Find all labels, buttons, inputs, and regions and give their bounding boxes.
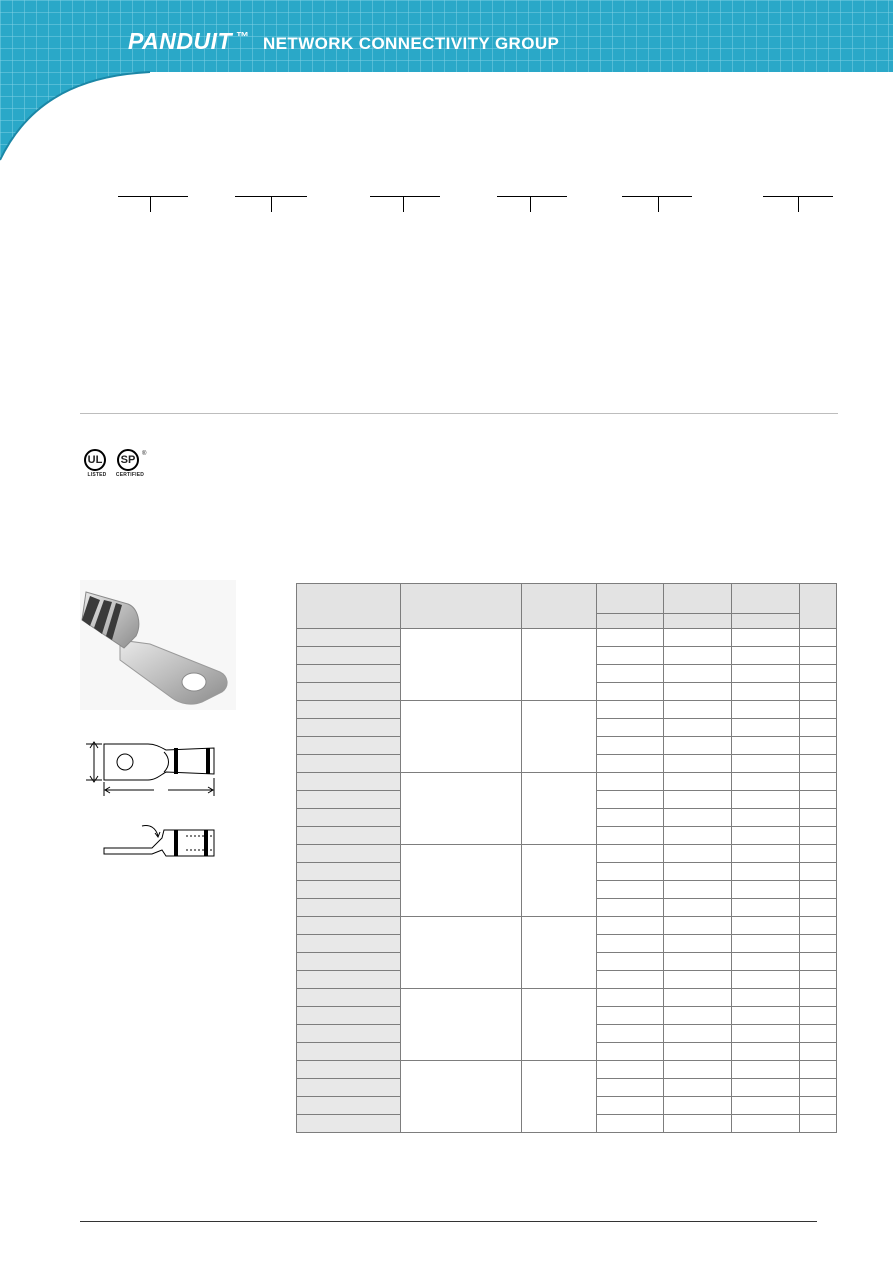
callout-bracket bbox=[235, 196, 307, 212]
table-cell bbox=[297, 665, 401, 683]
table-cell bbox=[732, 827, 800, 845]
table-cell bbox=[664, 1079, 732, 1097]
table-cell bbox=[732, 971, 800, 989]
table-cell bbox=[732, 1007, 800, 1025]
header-cell bbox=[597, 584, 664, 614]
table-cell bbox=[597, 1007, 664, 1025]
table-cell bbox=[664, 881, 732, 899]
table-cell bbox=[732, 881, 800, 899]
table-cell bbox=[800, 917, 837, 935]
trademark-symbol: ™ bbox=[236, 29, 250, 44]
table-cell bbox=[597, 989, 664, 1007]
table-cell bbox=[597, 899, 664, 917]
group-name: NETWORK CONNECTIVITY GROUP bbox=[263, 34, 560, 53]
table-cell bbox=[597, 1097, 664, 1115]
table-cell bbox=[597, 1061, 664, 1079]
table-cell bbox=[597, 971, 664, 989]
table-cell bbox=[297, 719, 401, 737]
table-cell bbox=[800, 755, 837, 773]
table-cell bbox=[522, 989, 597, 1061]
table-cell bbox=[664, 1007, 732, 1025]
table-cell bbox=[800, 773, 837, 791]
table-cell bbox=[800, 881, 837, 899]
table-cell bbox=[522, 917, 597, 989]
table-cell bbox=[664, 665, 732, 683]
table-cell bbox=[664, 899, 732, 917]
table-cell bbox=[597, 917, 664, 935]
header-cell bbox=[664, 584, 732, 614]
table-cell bbox=[732, 917, 800, 935]
header-cell bbox=[732, 584, 800, 614]
table-cell bbox=[597, 881, 664, 899]
table-cell bbox=[664, 845, 732, 863]
table-cell bbox=[800, 737, 837, 755]
table-cell bbox=[732, 647, 800, 665]
table-cell bbox=[297, 827, 401, 845]
table-cell bbox=[522, 1061, 597, 1133]
table-cell bbox=[297, 629, 401, 647]
table-cell bbox=[800, 971, 837, 989]
table-cell bbox=[732, 1025, 800, 1043]
table-cell bbox=[664, 719, 732, 737]
spec-table bbox=[296, 583, 837, 1133]
table-cell bbox=[732, 791, 800, 809]
table-cell bbox=[597, 845, 664, 863]
table-cell bbox=[597, 665, 664, 683]
table-cell bbox=[297, 1043, 401, 1061]
table-cell bbox=[401, 1061, 522, 1133]
header-cell bbox=[597, 614, 664, 629]
table-cell bbox=[522, 629, 597, 701]
table-cell bbox=[297, 737, 401, 755]
table-cell bbox=[800, 953, 837, 971]
table-cell bbox=[664, 917, 732, 935]
table-cell bbox=[732, 989, 800, 1007]
csa-certified-icon: SP CERTIFIED ® bbox=[115, 451, 147, 478]
table-cell bbox=[732, 935, 800, 953]
table-cell bbox=[800, 899, 837, 917]
brand-lockup bbox=[128, 28, 559, 58]
callout-bracket bbox=[118, 196, 188, 212]
table-cell bbox=[297, 1115, 401, 1133]
table-cell bbox=[597, 863, 664, 881]
table-row bbox=[297, 845, 837, 863]
table-cell bbox=[664, 1025, 732, 1043]
table-cell bbox=[664, 953, 732, 971]
table-row bbox=[297, 917, 837, 935]
table-cell bbox=[732, 755, 800, 773]
table-cell bbox=[732, 683, 800, 701]
table-cell bbox=[297, 683, 401, 701]
table-cell bbox=[800, 1079, 837, 1097]
callout-bracket bbox=[763, 196, 833, 212]
callout-bracket bbox=[497, 196, 567, 212]
table-cell bbox=[732, 1115, 800, 1133]
table-cell bbox=[297, 755, 401, 773]
table-cell bbox=[401, 701, 522, 773]
table-cell bbox=[664, 737, 732, 755]
table-row bbox=[297, 989, 837, 1007]
table-cell bbox=[800, 647, 837, 665]
table-cell bbox=[732, 629, 800, 647]
table-cell bbox=[664, 827, 732, 845]
table-cell bbox=[664, 701, 732, 719]
table-cell bbox=[297, 971, 401, 989]
table-header-row bbox=[297, 584, 837, 614]
table-cell bbox=[800, 791, 837, 809]
table-cell bbox=[664, 683, 732, 701]
table-cell bbox=[297, 773, 401, 791]
header-cell bbox=[664, 614, 732, 629]
table-cell bbox=[732, 845, 800, 863]
table-cell bbox=[732, 1079, 800, 1097]
table-cell bbox=[664, 809, 732, 827]
table-cell bbox=[800, 1043, 837, 1061]
table-cell bbox=[597, 683, 664, 701]
table-cell bbox=[664, 1115, 732, 1133]
table-cell bbox=[597, 935, 664, 953]
table-cell bbox=[401, 845, 522, 917]
header-cell bbox=[297, 584, 401, 629]
table-cell bbox=[597, 809, 664, 827]
table-cell bbox=[597, 629, 664, 647]
table-cell bbox=[597, 1025, 664, 1043]
table-cell bbox=[297, 989, 401, 1007]
table-cell bbox=[297, 809, 401, 827]
table-cell bbox=[297, 1097, 401, 1115]
table-cell bbox=[401, 629, 522, 701]
table-cell bbox=[800, 827, 837, 845]
table-cell bbox=[800, 1061, 837, 1079]
table-cell bbox=[664, 629, 732, 647]
header-cell bbox=[732, 614, 800, 629]
table-cell bbox=[522, 773, 597, 845]
table-cell bbox=[732, 809, 800, 827]
table-cell bbox=[297, 935, 401, 953]
table-cell bbox=[800, 1097, 837, 1115]
table-cell bbox=[597, 953, 664, 971]
table-cell bbox=[800, 1007, 837, 1025]
table-cell bbox=[597, 647, 664, 665]
table-cell bbox=[664, 989, 732, 1007]
table-cell bbox=[732, 899, 800, 917]
table-cell bbox=[800, 935, 837, 953]
table-cell bbox=[597, 755, 664, 773]
ul-listed-icon: UL LISTED bbox=[82, 449, 112, 481]
table-row bbox=[297, 629, 837, 647]
table-cell bbox=[597, 737, 664, 755]
table-cell bbox=[732, 1043, 800, 1061]
table-cell bbox=[597, 773, 664, 791]
table-cell bbox=[297, 1025, 401, 1043]
table-cell bbox=[297, 1079, 401, 1097]
table-cell bbox=[297, 1061, 401, 1079]
table-cell bbox=[297, 953, 401, 971]
table-cell bbox=[800, 809, 837, 827]
table-cell bbox=[732, 863, 800, 881]
table-cell bbox=[522, 701, 597, 773]
table-cell bbox=[732, 701, 800, 719]
table-cell bbox=[732, 737, 800, 755]
table-cell bbox=[597, 701, 664, 719]
table-cell bbox=[664, 971, 732, 989]
table-cell bbox=[597, 1043, 664, 1061]
table-cell bbox=[664, 647, 732, 665]
table-cell bbox=[732, 719, 800, 737]
table-cell bbox=[522, 845, 597, 917]
table-cell bbox=[297, 701, 401, 719]
table-cell bbox=[297, 899, 401, 917]
table-cell bbox=[401, 917, 522, 989]
table-body bbox=[297, 629, 837, 1133]
table-cell bbox=[800, 719, 837, 737]
table-cell bbox=[401, 989, 522, 1061]
table-cell bbox=[297, 791, 401, 809]
table-cell bbox=[732, 953, 800, 971]
header-cell bbox=[800, 584, 837, 629]
table-cell bbox=[664, 791, 732, 809]
table-cell bbox=[597, 791, 664, 809]
table-cell bbox=[597, 1115, 664, 1133]
table-cell bbox=[297, 881, 401, 899]
table-cell bbox=[297, 845, 401, 863]
lug-side-view-drawing bbox=[100, 822, 220, 867]
section-divider bbox=[80, 413, 838, 414]
table-cell bbox=[664, 863, 732, 881]
table-cell bbox=[800, 665, 837, 683]
table-row bbox=[297, 701, 837, 719]
table-cell bbox=[597, 1079, 664, 1097]
table-cell bbox=[297, 1007, 401, 1025]
table-cell bbox=[800, 863, 837, 881]
table-cell bbox=[800, 1115, 837, 1133]
lug-top-view-drawing bbox=[80, 738, 220, 803]
table-cell bbox=[732, 665, 800, 683]
table-cell bbox=[664, 1097, 732, 1115]
table-cell bbox=[800, 683, 837, 701]
brand-name: PANDUIT bbox=[128, 28, 233, 54]
table-cell bbox=[664, 1043, 732, 1061]
table-cell bbox=[664, 755, 732, 773]
table-cell bbox=[664, 935, 732, 953]
callout-bracket bbox=[370, 196, 440, 212]
table-cell bbox=[732, 1061, 800, 1079]
table-cell bbox=[800, 701, 837, 719]
header-graphic bbox=[0, 0, 893, 165]
footer-divider bbox=[80, 1221, 817, 1222]
table-cell bbox=[800, 989, 837, 1007]
page-header bbox=[0, 0, 893, 165]
header-cell bbox=[401, 584, 522, 629]
table-cell bbox=[297, 647, 401, 665]
product-photo bbox=[80, 580, 236, 710]
table-cell bbox=[401, 773, 522, 845]
table-cell bbox=[297, 917, 401, 935]
table-cell bbox=[597, 719, 664, 737]
table-cell bbox=[800, 1025, 837, 1043]
table-cell bbox=[732, 1097, 800, 1115]
callout-bracket bbox=[622, 196, 692, 212]
table-cell bbox=[597, 827, 664, 845]
table-row bbox=[297, 773, 837, 791]
table-row bbox=[297, 1061, 837, 1079]
table-cell bbox=[732, 773, 800, 791]
table-cell bbox=[664, 773, 732, 791]
table-cell bbox=[800, 845, 837, 863]
table-cell bbox=[800, 629, 837, 647]
table-cell bbox=[297, 863, 401, 881]
header-cell bbox=[522, 584, 597, 629]
table-cell bbox=[664, 1061, 732, 1079]
